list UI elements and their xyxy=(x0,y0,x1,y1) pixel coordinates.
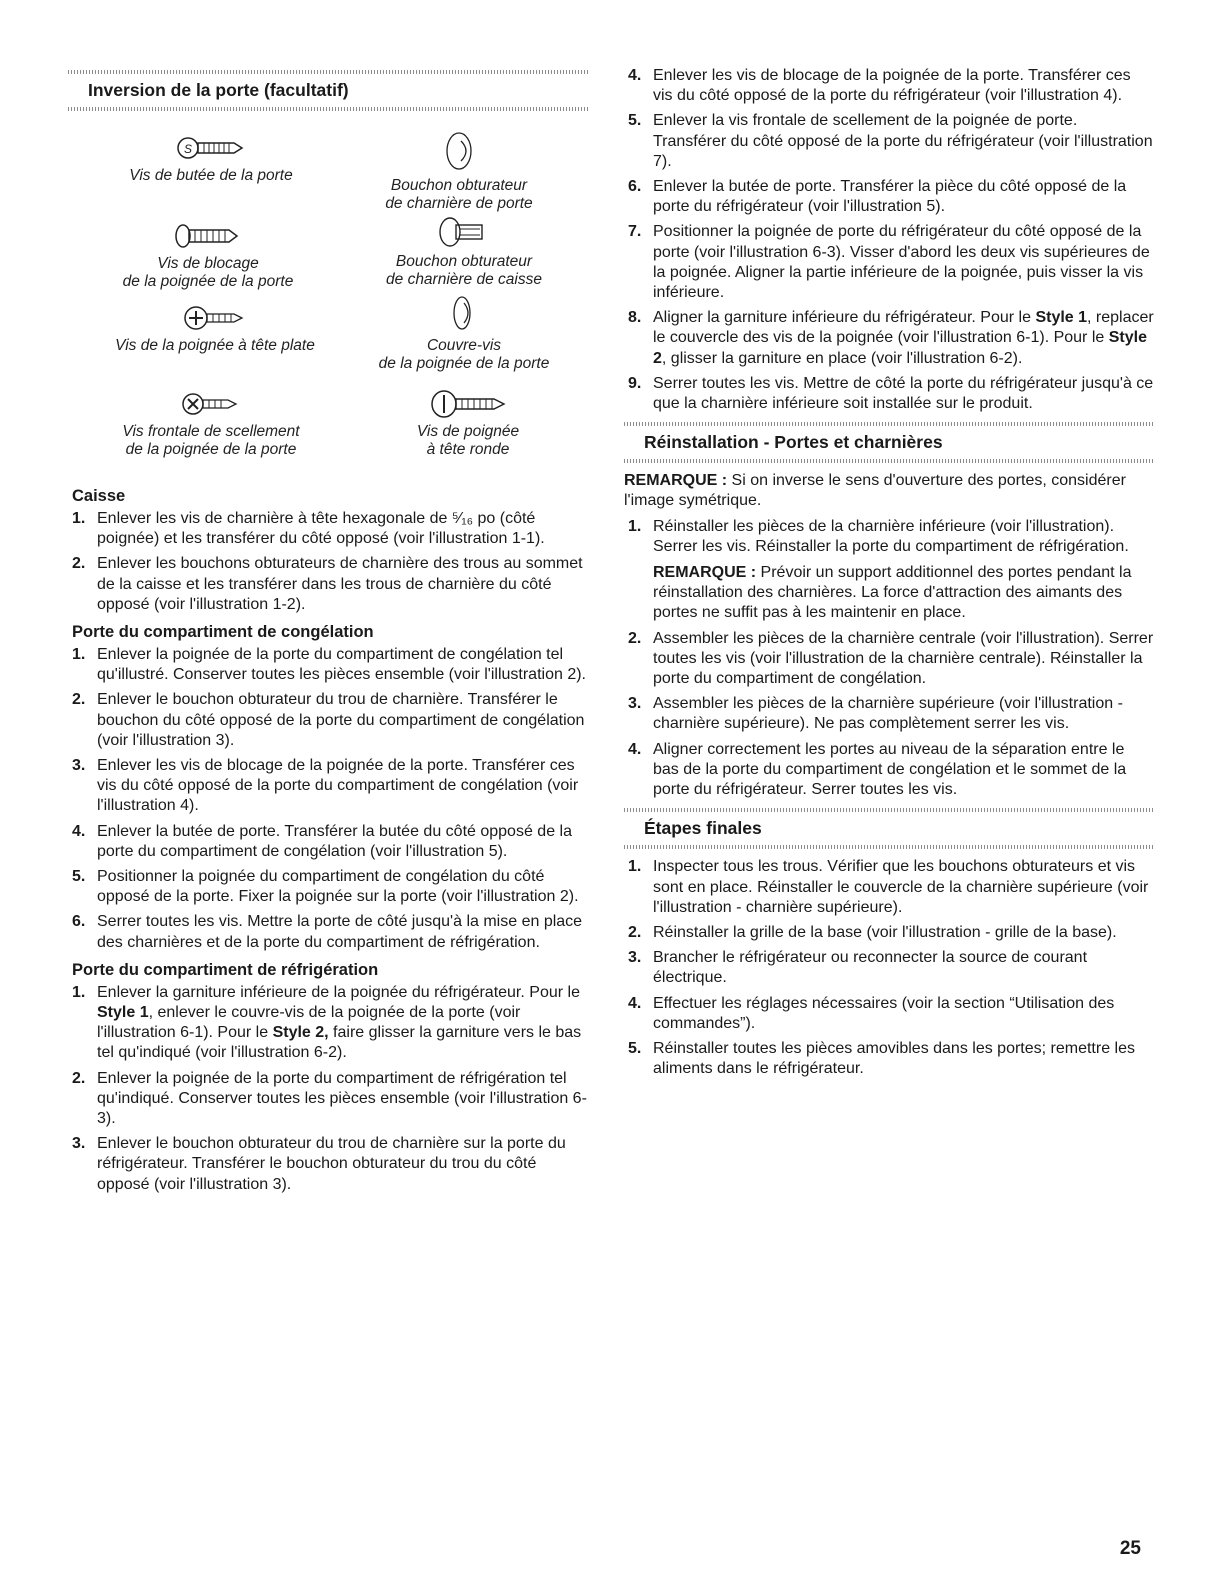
refrigeration-steps-part1 xyxy=(68,983,588,1195)
list-item: 3. Enlever les vis de blocage de la poignée de la porte. Transférer ces vis du côté opposé de la porte du compartiment de congélation (voir l'illustration 4). xyxy=(72,757,579,815)
handle-locking-screw-icon xyxy=(173,221,243,251)
finales-steps xyxy=(624,857,1154,1079)
flat-head-screw-icon xyxy=(182,303,248,333)
list-item: 4. Aligner correctement les portes au niveau de la séparation entre le bas de la porte du compartiment de congélation et le sommet de la porte du réfrigérateur. Serrer toutes les vis. xyxy=(628,740,1127,799)
refrigeration-heading: Porte du compartiment de réfrigération xyxy=(72,960,379,979)
part-door-stop-screw: S Vis de butée de la porte xyxy=(106,133,316,185)
list-item: 6. Serrer toutes les vis. Mettre la porte de côté jusqu'à la mise en place des charnières et de la porte du compartiment de réfrigération. xyxy=(72,913,583,951)
list-item: 2. Enlever le bouchon obturateur du trou de charnière. Transférer le bouchon du côté opposé de la porte du compartiment de congélation (voir l'illustration 3). xyxy=(72,691,585,749)
screw-cover-icon xyxy=(446,287,482,333)
list-item: 1. Inspecter tous les trous. Vérifier que les bouchons obturateurs et vis sont en place. Réinstaller le couvercle de la charnière supérieure (voir l'illustration - charnière supérieure). xyxy=(628,858,1149,916)
right-column xyxy=(624,66,1154,1084)
reinstallation-heading: Réinstallation - Portes et charnières xyxy=(644,432,943,453)
caisse-steps xyxy=(68,509,588,615)
refrigeration-steps-part2 xyxy=(624,66,1154,414)
list-item: 7. Positionner la poignée de porte du réfrigérateur du côté opposé de la porte (voir l'illustration 6-3). Visser d'abord les deux vis supérieures de la poignée. Aligner la partie inférieure de la poignée, puis visser la vis inférieure. xyxy=(628,223,1150,302)
list-item: 1. Enlever la poignée de la porte du compartiment de congélation tel qu'illustré. Conserver toutes les pièces ensemble (voir l'illustration 2). xyxy=(72,646,586,684)
part-screw-cover: Couvre-vis de la poignée de la porte xyxy=(354,287,574,372)
list-item: 1. Enlever la garniture inférieure de la poignée du réfrigérateur. Pour le Style 1, enlever le couvre-vis de la poignée de la porte (voir l'illustration 6-1). Pour le Style 2, faire glisser la garniture vers le bas tel qu'indiqué (voir l'illustration 6-2). xyxy=(72,983,582,1062)
divider xyxy=(68,107,588,111)
reinstallation-steps xyxy=(624,517,1154,801)
part-front-sealing-screw: Vis frontale de scellement de la poignée de la porte xyxy=(86,389,336,458)
svg-text:S: S xyxy=(183,142,193,156)
list-item: 1. Enlever les vis de charnière à tête hexagonale de ⁵⁄₁₆ po (côté poignée) et les transférer du côté opposé (voir l'illustration 1-1). xyxy=(72,510,545,548)
left-column xyxy=(68,0,588,1200)
cabinet-hinge-plug-icon xyxy=(434,215,494,249)
part-round-head-screw: Vis de poignée à tête ronde xyxy=(368,389,568,458)
list-item: 2. Enlever les bouchons obturateurs de charnière des trous au sommet de la caisse et les transférer dans les trous de charnière du côté opposé (voir l'illustration 1-2). xyxy=(72,555,583,613)
round-head-screw-icon xyxy=(428,389,508,419)
finales-heading: Étapes finales xyxy=(644,818,762,839)
list-item: 2. Enlever la poignée de la porte du compartiment de réfrigération tel qu'indiqué. Conserver toutes les pièces ensemble (voir l'illustration 6-3). xyxy=(72,1069,587,1128)
step-note: REMARQUE : Prévoir un support additionnel des portes pendant la réinstallation des charnières. La force d'attraction des aimants des portes ne suffit pas à les maintenir en place. xyxy=(653,564,1132,622)
list-item: 4. Effectuer les réglages nécessaires (voir la section “Utilisation des commandes”). xyxy=(628,994,1115,1032)
divider xyxy=(624,459,1154,463)
part-cabinet-hinge-plug: Bouchon obturateur de charnière de caisse xyxy=(354,215,574,288)
part-flat-head-screw: Vis de la poignée à tête plate xyxy=(90,303,340,355)
reinstallation-note: REMARQUE : Si on inverse le sens d'ouverture des portes, considérer l'image symétrique. xyxy=(624,472,1126,510)
part-handle-locking-screw: Vis de blocage de la poignée de la porte xyxy=(88,221,328,290)
congelation-steps xyxy=(68,645,588,953)
list-item: 3. Enlever le bouchon obturateur du trou de charnière sur la porte du réfrigérateur. Transférer le bouchon obturateur du trou du côté opposé (voir l'illustration 3). xyxy=(72,1135,566,1193)
list-item: 5. Positionner la poignée du compartiment de congélation du côté opposé de la porte. Fixer la poignée sur la porte (voir l'illustration 2). xyxy=(72,868,579,906)
door-hinge-plug-icon xyxy=(437,123,481,173)
list-item: 2. Réinstaller la grille de la base (voir l'illustration - grille de la base). xyxy=(628,923,1117,941)
list-item: 9. Serrer toutes les vis. Mettre de côté la porte du réfrigérateur jusqu'à ce que la charnière inférieure soit installée sur le produit. xyxy=(628,374,1154,413)
list-item: 1. Réinstaller les pièces de la charnière inférieure (voir l'illustration). Serrer les vis. Réinstaller la porte du compartiment de réfrigération. REMARQUE : Prévoir un support additionnel des portes pendant la réinstallation des charnières. La force d'attraction des aimants des portes ne suffit pas à les maintenir en place. xyxy=(624,517,1154,624)
list-item: 5. Enlever la vis frontale de scellement de la poignée de porte. Transférer du côté opposé de la porte du réfrigérateur (voir l'illustration 7). xyxy=(628,112,1153,170)
parts-legend xyxy=(68,133,588,473)
list-item: 3. Assembler les pièces de la charnière supérieure (voir l'illustration - charnière supérieure). Ne pas complètement serrer les vis. xyxy=(628,695,1123,733)
list-item: 4. Enlever la butée de porte. Transférer la butée du côté opposé de la porte du compartiment de congélation (voir l'illustration 5). xyxy=(72,822,572,860)
list-item: 2. Assembler les pièces de la charnière centrale (voir l'illustration). Serrer toutes les vis (voir l'illustration de la charnière centrale). Réinstaller la porte du compartiment de congélation. xyxy=(628,629,1154,688)
list-item: 8. Aligner la garniture inférieure du réfrigérateur. Pour le Style 1, replacer le couvercle des vis de la poignée (voir l'illustration 6-1). Pour le Style 2, glisser la garniture en place (voir l'illustration 6-2). xyxy=(628,309,1154,367)
list-item: 4. Enlever les vis de blocage de la poignée de la porte. Transférer ces vis du côté opposé de la porte du réfrigérateur (voir l'illustration 4). xyxy=(628,67,1131,105)
congelation-heading: Porte du compartiment de congélation xyxy=(72,623,374,642)
part-door-hinge-plug: Bouchon obturateur de charnière de porte xyxy=(354,123,564,212)
list-item: 5. Réinstaller toutes les pièces amovibles dans les portes; remettre les aliments dans le réfrigérateur. xyxy=(628,1039,1135,1078)
page-number: 25 xyxy=(1119,1538,1141,1559)
door-stop-screw-icon xyxy=(176,133,246,163)
divider xyxy=(624,845,1154,849)
caisse-heading: Caisse xyxy=(72,487,126,505)
front-sealing-screw-icon xyxy=(180,389,242,419)
list-item: 6. Enlever la butée de porte. Transférer la pièce du côté opposé de la porte du réfrigérateur (voir l'illustration 5). xyxy=(628,178,1127,216)
section-title: Inversion de la porte (facultatif) xyxy=(88,80,349,100)
list-item: 3. Brancher le réfrigérateur ou reconnecter la source de courant électrique. xyxy=(628,949,1088,987)
